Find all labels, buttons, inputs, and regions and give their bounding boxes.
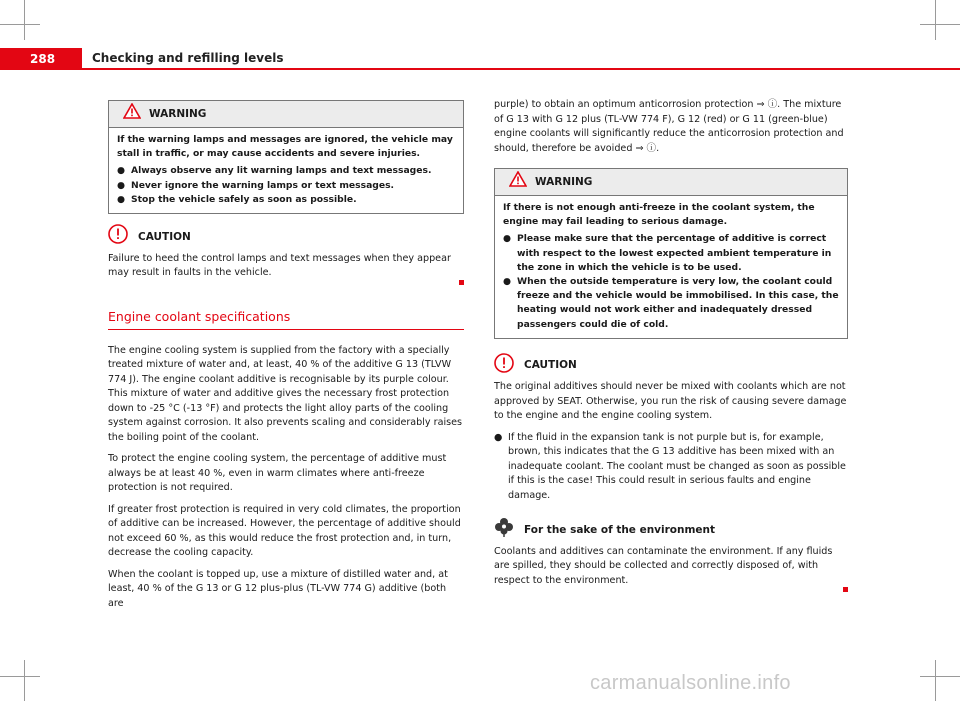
crop-mark [920, 24, 960, 25]
caution-heading [108, 224, 464, 250]
warning-body [495, 196, 847, 338]
paragraph: If greater frost protection is required in very cold climates, the proportion of additive can be increased. However, the percentage of additive should not exceed 60 %, as this would reduce the frost protection and, in turn, decrease the cooling capacity. [108, 503, 461, 559]
caution-title: CAUTION [524, 359, 577, 372]
left-column [108, 100, 464, 618]
bullet-text: Stop the vehicle safely as soon as possible. [131, 193, 357, 205]
crop-mark [24, 660, 25, 701]
paragraph: When the coolant is topped up, use a mixture of distilled water and, at least, 40 % of the G 13 or G 12 plus-plus (TL-VW 774 G) additive (both are [108, 568, 448, 609]
caution-text: Failure to heed the control lamps and text messages when they appear may result in faults in the vehicle. [108, 252, 451, 279]
warning-intro: If there is not enough anti-freeze in the coolant system, the engine may fail leading to serious damage. [503, 202, 815, 228]
watermark: carmanualsonline.info [590, 672, 791, 694]
caution-text: The original additives should never be mixed with coolants which are not approved by SEAT. Otherwise, you run the risk of causing severe damage to the engine and the engine cooling system. [494, 381, 847, 422]
crop-mark [920, 676, 960, 677]
caution-heading [494, 353, 848, 379]
list-item: ● When the outside temperature is very low, the coolant could freeze and the vehicle would be immobilised. In this case, the heating would not work either and inadequately dressed passengers could die of cold. [503, 275, 839, 332]
environment-flower-icon [494, 517, 514, 543]
warning-triangle-icon [123, 103, 141, 125]
warning-box [108, 100, 464, 214]
end-of-section-icon [459, 280, 464, 285]
bullet-text: When the outside temperature is very low, the coolant could freeze and the vehicle would be immobilised. In this case, the heating would not work either and inadequately dressed passengers could die of cold. [517, 276, 839, 330]
list-item: ● Never ignore the warning lamps or text messages. [117, 179, 455, 193]
crop-mark [24, 0, 25, 40]
bullet-text: Never ignore the warning lamps or text messages. [131, 179, 395, 191]
crop-mark [0, 676, 40, 677]
warning-title: WARNING [535, 175, 593, 188]
caution-title: CAUTION [138, 230, 191, 243]
warning-body [109, 128, 463, 213]
crop-mark [935, 660, 936, 701]
list-item: ● Stop the vehicle safely as soon as possible. [117, 193, 455, 207]
caution-icon [494, 353, 514, 379]
bullet-text: Always observe any lit warning lamps and text messages. [131, 165, 432, 177]
section-title: Engine coolant specifications [108, 310, 464, 330]
crop-mark [935, 0, 936, 40]
warning-header [495, 169, 847, 196]
end-of-section-icon [843, 587, 848, 592]
list-item: ● Always observe any lit warning lamps and text messages. [117, 164, 455, 178]
page-number: 288 [0, 48, 82, 70]
caution-icon [108, 224, 128, 250]
paragraph: purple) to obtain an optimum anticorrosion protection ⇒ ⓘ. The mixture of G 13 with G 12 plus (TL-VW 774 F), G 12 (red) or G 11 (green-blue) engine coolants will significantly reduce the anticorrosion protection and should, therefore be avoided ⇒ ⓘ. [494, 99, 844, 154]
environment-title: For the sake of the environment [524, 523, 716, 536]
header-rule [82, 68, 960, 70]
paragraph: To protect the engine cooling system, the percentage of additive must always be at least 40 %, even in warm climates where anti-freeze protection is not required. [108, 453, 447, 494]
bullet-text: Please make sure that the percentage of additive is correct with respect to the lowest expected ambient temperature in the zone in which the vehicle is to be used. [517, 233, 832, 273]
paragraph: The engine cooling system is supplied from the factory with a specially treated mixture of water and, at least, 40 % of the additive G 13 (TLVW 774 J). The engine coolant additive is recognisable by its purple colour. This mixture of water and additive gives the necessary frost protection down to -25 °C (-13 °F) and protects the light alloy parts of the cooling system against corrosion. It also prevents scaling and considerably raises the boiling point of the coolant. [108, 344, 463, 443]
bullet-text: If the fluid in the expansion tank is not purple but is, for example, brown, this indicates that the G 13 additive has been mixed with an inadequate coolant. The coolant must be changed as soon as possible if this is the case! This could result in serious faults and engine damage. [508, 431, 846, 501]
environment-text: Coolants and additives can contaminate the environment. If any fluids are spilled, they should be collected and correctly disposed of, with respect to the environment. [494, 545, 833, 586]
right-column [494, 98, 848, 598]
crop-mark [0, 24, 40, 25]
list-item: ● Please make sure that the percentage of additive is correct with respect to the lowest expected ambient temperature in the zone in which the vehicle is to be used. [503, 232, 839, 275]
warning-header [109, 101, 463, 128]
warning-intro: If the warning lamps and messages are ignored, the vehicle may stall in traffic, or may cause accidents and severe injuries. [117, 134, 453, 160]
list-item: ● If the fluid in the expansion tank is not purple but is, for example, brown, this indicates that the G 13 additive has been mixed with an inadequate coolant. The coolant must be changed as soon as possible if this is the case! This could result in serious faults and engine damage. [494, 431, 848, 504]
warning-title: WARNING [149, 107, 207, 120]
environment-heading [494, 517, 848, 543]
warning-triangle-icon [509, 171, 527, 193]
page-title: Checking and refilling levels [92, 51, 284, 65]
warning-box [494, 168, 848, 339]
